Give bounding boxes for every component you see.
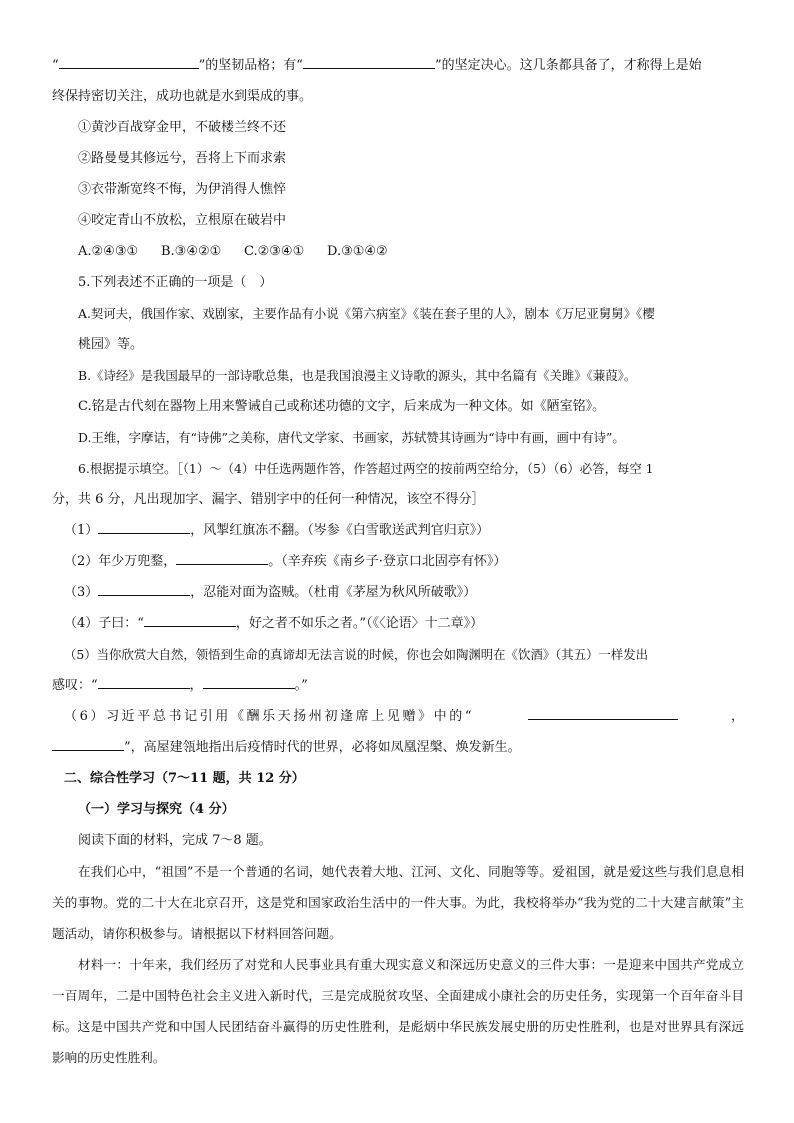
answer-blank[interactable] (528, 707, 678, 720)
text: ， (189, 678, 203, 693)
text: 。（辛弃疾《南乡子·登京口北固亭有怀》） (268, 554, 507, 569)
q6-item-6-line2 (52, 732, 744, 763)
text: ，好之者不如乐之者。”（《〈论语〉十二章》） (235, 616, 484, 631)
answer-blank[interactable] (59, 56, 199, 69)
q6-item-1 (52, 515, 744, 546)
section-2-sub1: （一）学习与探究（4 分） (78, 802, 235, 817)
q4-option-1: ①黄沙百战穿金甲，不破楼兰终不还 (78, 120, 287, 135)
q5-option-a-line2: 桃园》等。 (78, 337, 144, 352)
text: ， (730, 709, 744, 724)
q4-intro-line1 (52, 50, 744, 81)
text: ，风掣红旗冻不翻。（岑参《白雪歌送武判官归京》） (190, 523, 490, 538)
text: （1） (64, 523, 99, 538)
section-2-para2: 材料一：十年来，我们经历了对党和人民事业具有重大现实意义和深远历史意义的三件大事：一是迎来中国共产党成立一百周年，二是中国特色社会主义进入新时代，三是完成脱贫攻坚、全面建成小康社会的历史任务，实现第一个百年奋斗目标。这是中国共产党和中国人民团结奋斗赢得的历史性胜利，是彪炳中华民族发展史册的历史性胜利，也是对世界具有深远影响的历史性胜利。 (52, 957, 744, 1065)
text: ，忍能对面为盗贼。（杜甫《茅屋为秋风所破歌》） (190, 585, 477, 600)
answer-blank[interactable] (98, 583, 190, 596)
choice-c[interactable]: C.②③④① (244, 244, 305, 259)
q6-item-5-line1: （5）当你欣赏大自然，领悟到生命的真谛却无法言说的时候，你也会如陶渊明在《饮酒》（其五）一样发出 (64, 647, 649, 662)
q6-stem-line1: 6.根据提示填空。［（1）～（4）中任选两题作答，作答超过两空的按前两空给分，（5）（6）必答，每空 1 (78, 461, 654, 476)
text: ”的坚定决心。这几条都具备了，才称得上是始 (434, 58, 702, 73)
q5-option-a-line1: A.契诃夫，俄国作家、戏剧家，主要作品有小说《第六病室》《装在套子里的人》，剧本《万尼亚舅舅》《樱 (78, 306, 655, 321)
q6-stem-line2: 分，共 6 分，凡出现加字、漏字、错别字中的任何一种情况，该空不得分］ (52, 492, 485, 507)
text: （3） (64, 585, 99, 600)
q4-option-4: ④咬定青山不放松，立根原在破岩中 (78, 213, 287, 228)
section-2-para1: 在我们心中，“祖国”不是一个普通的名词，她代表着大地、江河、文化、同胞等等。爱祖国，就是爱这些与我们息息相关的事物。党的二十大在北京召开，这是党和国家政治生活中的一件大事。为此，我校将举办“我为党的二十大建言献策”主题活动，请你积极参与。请根据以下材料回答问题。 (52, 864, 744, 941)
choice-a[interactable]: A.②④③① (78, 244, 139, 259)
q6-item-2 (52, 546, 744, 577)
answer-blank[interactable] (203, 676, 295, 689)
q6-item-3 (52, 577, 744, 608)
choice-d[interactable]: D.③①④② (327, 244, 388, 259)
q5-option-d: D.王维，字摩诘，有“诗佛”之美称，唐代文学家、书画家，苏轼赞其诗画为“诗中有画，画中有诗”。 (78, 430, 625, 445)
choice-b[interactable]: B.③④②① (161, 244, 222, 259)
q6-item-5-line2 (52, 670, 744, 701)
q5-option-b: B.《诗经》是我国最早的一部诗歌总集，也是我国浪漫主义诗歌的源头，其中名篇有《关雎》《蒹葭》。 (78, 368, 637, 383)
text: （4）子曰：“ (64, 616, 144, 631)
answer-blank[interactable] (98, 676, 190, 689)
q4-option-2: ②路曼曼其修远兮，吾将上下而求索 (78, 151, 287, 166)
section-2-title: 二、综合性学习（7～11 题，共 12 分） (64, 771, 305, 786)
text: ”的坚韧品格；有“ (198, 58, 303, 73)
q4-intro-line2: 终保持密切关注，成功也就是水到渠成的事。 (52, 89, 313, 104)
text: （6）习近平总书记引用《酬乐天扬州初逢席上见赠》中的“ (64, 709, 475, 724)
answer-blank[interactable] (52, 738, 124, 751)
text: 感叹：“ (52, 678, 98, 693)
answer-blank[interactable] (144, 614, 236, 627)
q6-item-4 (52, 608, 744, 639)
section-2-instruction: 阅读下面的材料，完成 7～8 题。 (78, 833, 272, 848)
text: “ (52, 58, 59, 73)
q4-option-3: ③衣带渐宽终不悔，为伊消得人憔悴 (78, 182, 287, 197)
q5-stem: 5.下列表述不正确的一项是（ ） (78, 275, 273, 290)
text: 。” (294, 678, 308, 693)
q4-choices (52, 236, 744, 267)
answer-blank[interactable] (176, 552, 268, 565)
exam-page (52, 50, 744, 1073)
q5-option-c: C.铭是古代刻在器物上用来警诫自己或称述功德的文字，后来成为一种文体。如《陋室铭》。 (78, 399, 606, 414)
text: ”，高屋建瓴地指出后疫情时代的世界，必将如凤凰涅槃、焕发新生。 (124, 740, 521, 755)
q6-item-6-line1 (52, 701, 744, 732)
text: （2）年少万兜鍪， (64, 554, 177, 569)
answer-blank[interactable] (98, 521, 190, 534)
answer-blank[interactable] (303, 56, 435, 69)
